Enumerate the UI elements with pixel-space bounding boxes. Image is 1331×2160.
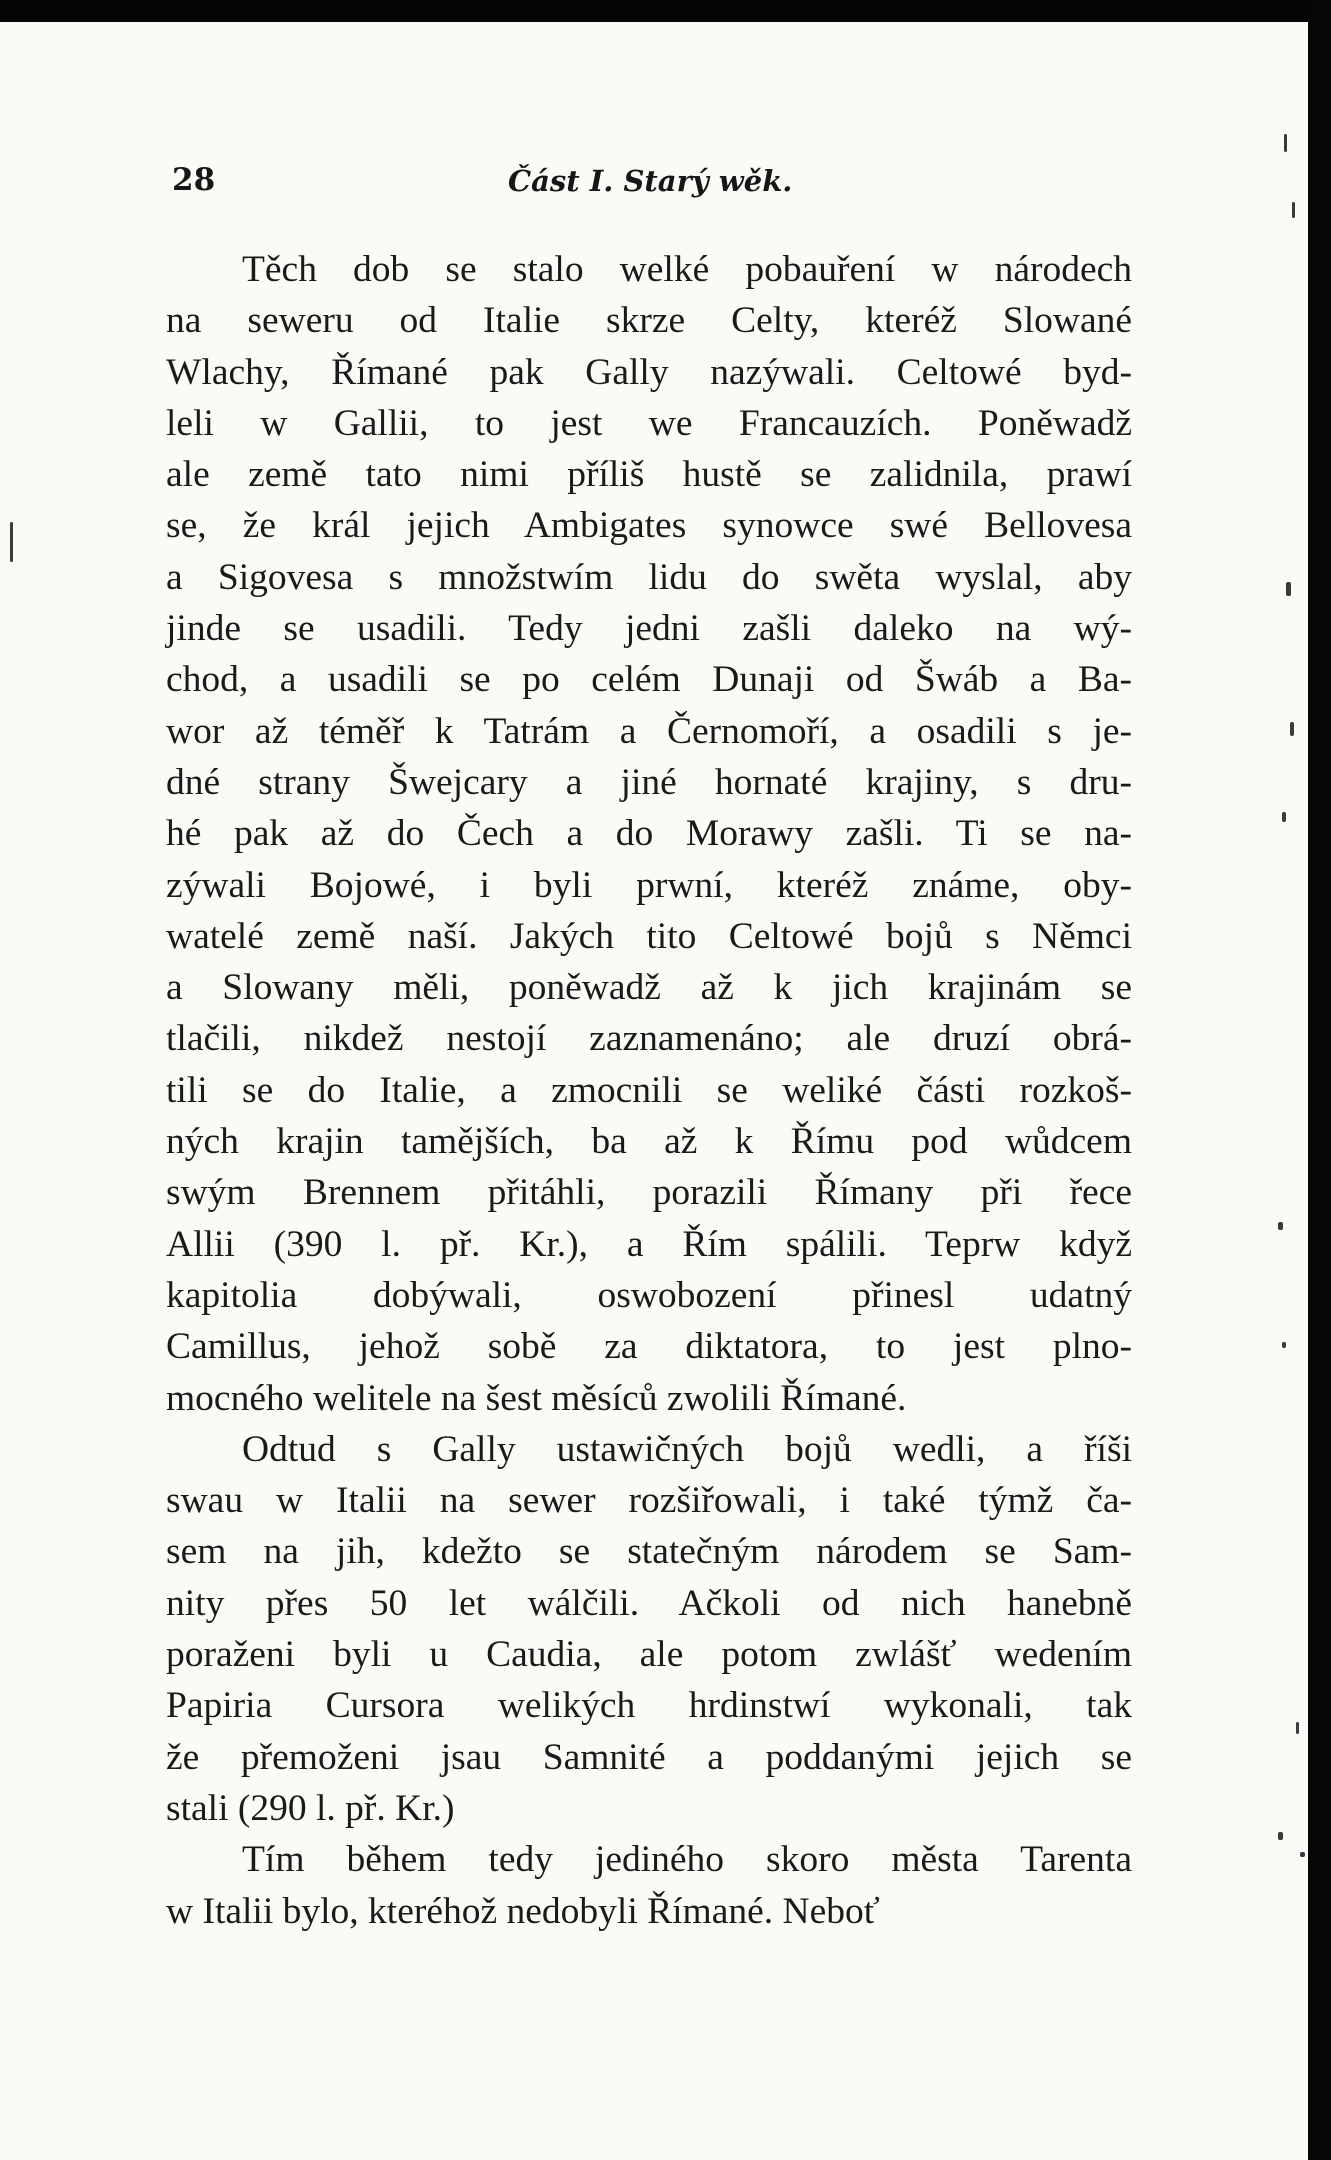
text-line (166, 860, 1132, 911)
text-line (166, 552, 1132, 603)
scan-speck (1290, 722, 1294, 736)
text-line-content: mocného welitele na šest měsíců zwolili Římané. (166, 1377, 907, 1419)
text-line (166, 1834, 1132, 1885)
text-line (166, 1013, 1132, 1064)
text-line-content: Papiria Cursora welikých hrdinstwí wykonali, tak (166, 1685, 1132, 1727)
text-line-content: Těch dob se stalo welké pobauření w národech (242, 249, 1132, 290)
text-line-content: na seweru od Italie skrze Celty, kteréž Slowané (166, 300, 1132, 342)
text-line (166, 244, 1132, 295)
text-line (166, 1321, 1132, 1372)
text-line-content: stali (290 l. př. Kr.) (166, 1787, 455, 1829)
text-line-content: sem na jih, kdežto se statečným národem se Sam- (166, 1531, 1132, 1573)
text-line-content: chod, a usadili se po celém Dunaji od Šwáb a Ba- (166, 659, 1132, 701)
text-line (166, 449, 1132, 500)
text-line-content: se, že král jejich Ambigates synowce swé Bellovesa (166, 505, 1132, 547)
scan-speck (1278, 1222, 1283, 1230)
text-line-content: ných krajin tamějších, ba až k Římu pod wůdcem (166, 1121, 1132, 1163)
book-page (0, 22, 1308, 2160)
scan-right-edge (1308, 0, 1331, 2160)
text-line (166, 808, 1132, 859)
text-line-content: poraženi byli u Caudia, ale potom zwlášť wedením (166, 1634, 1132, 1676)
text-line-content: Tím během tedy jediného skoro města Tarenta (242, 1839, 1132, 1881)
text-line-content: hé pak až do Čech a do Morawy zašli. Ti se na- (166, 813, 1132, 855)
text-line (166, 962, 1132, 1013)
text-line (166, 1065, 1132, 1116)
text-line-content: wor až téměř k Tatrám a Černomoří, a osadili s je- (166, 710, 1132, 752)
text-line-content: leli w Gallii, to jest we Francauzích. Poněwadž (166, 402, 1132, 444)
text-line (166, 1526, 1132, 1577)
text-line (166, 1886, 1132, 1937)
running-title: Část I. Starý wěk. (508, 164, 793, 198)
text-line-content: kapitolia dobýwali, oswobození přinesl udatný (166, 1274, 1132, 1316)
text-line-content: ale země tato nimi příliš hustě se zalidnila, prawí (166, 454, 1132, 496)
text-line (166, 1116, 1132, 1167)
text-line (166, 1373, 1132, 1424)
text-line-content: nity přes 50 let wálčili. Ačkoli od nich hanebně (166, 1582, 1132, 1624)
text-line (166, 757, 1132, 808)
text-line-content: zýwali Bojowé, i byli prwní, kteréž známe, oby- (166, 864, 1132, 906)
text-line (166, 398, 1132, 449)
text-line-content: swým Brennem přitáhli, porazili Římany při řece (166, 1172, 1132, 1214)
scan-speck (1292, 202, 1295, 218)
text-line (166, 1578, 1132, 1629)
scan-speck (1284, 134, 1287, 152)
scan-speck (1296, 1722, 1299, 1734)
text-line-content: Camillus, jehož sobě za diktatora, to jest plno- (166, 1326, 1132, 1368)
text-line-content: swau w Italii na sewer rozšiřowali, i také týmž ča- (166, 1480, 1132, 1522)
text-line (166, 654, 1132, 705)
scan-speck (1282, 812, 1286, 822)
text-line (166, 1475, 1132, 1526)
text-line-content: Odtud s Gally ustawičných bojů wedli, a říši (242, 1428, 1132, 1470)
text-line-content: Wlachy, Římané pak Gally nazýwali. Celtowé byd- (166, 351, 1132, 393)
text-line-content: a Slowany měli, poněwadž až k jich krajinám se (166, 967, 1132, 1009)
scan-speck (1282, 1342, 1286, 1348)
text-line (166, 1732, 1132, 1783)
scan-speck (1286, 582, 1291, 596)
scan-top-edge (0, 0, 1331, 22)
text-line (166, 1270, 1132, 1321)
text-line-content: dné strany Šwejcary a jiné hornaté krajiny, s dru- (166, 761, 1132, 803)
text-line (166, 706, 1132, 757)
text-line-content: tili se do Italie, a zmocnili se weliké části rozkoš- (166, 1069, 1132, 1111)
text-line (166, 1219, 1132, 1270)
text-line (166, 1783, 1132, 1834)
running-head (172, 162, 1132, 206)
text-line-content: watelé země naší. Jakých tito Celtowé bojů s Němci (166, 915, 1132, 957)
text-line (166, 603, 1132, 654)
text-line (166, 500, 1132, 551)
scan-speck (1300, 1852, 1305, 1857)
body-text (166, 244, 1132, 1937)
text-line (166, 295, 1132, 346)
text-line (166, 1424, 1132, 1475)
text-line-content: jinde se usadili. Tedy jedni zašli daleko na wý- (166, 608, 1132, 650)
text-line-content: že přemoženi jsau Samnité a poddanými jejich se (166, 1736, 1132, 1778)
text-line (166, 1167, 1132, 1218)
text-line (166, 1680, 1132, 1731)
scan-speck (1278, 1832, 1283, 1840)
text-line (166, 1629, 1132, 1680)
text-line (166, 911, 1132, 962)
page-number: 28 (172, 162, 216, 198)
text-line-content: Allii (390 l. př. Kr.), a Řím spálili. Teprw když (166, 1223, 1132, 1265)
text-line-content: w Italii bylo, kteréhož nedobyli Římané. Neboť (166, 1890, 880, 1932)
scan-speck (10, 522, 13, 562)
text-line (166, 347, 1132, 398)
text-line-content: tlačili, nikdež nestojí zaznamenáno; ale druzí obrá- (166, 1018, 1132, 1060)
text-line-content: a Sigovesa s množstwím lidu do swěta wyslal, aby (166, 556, 1132, 598)
